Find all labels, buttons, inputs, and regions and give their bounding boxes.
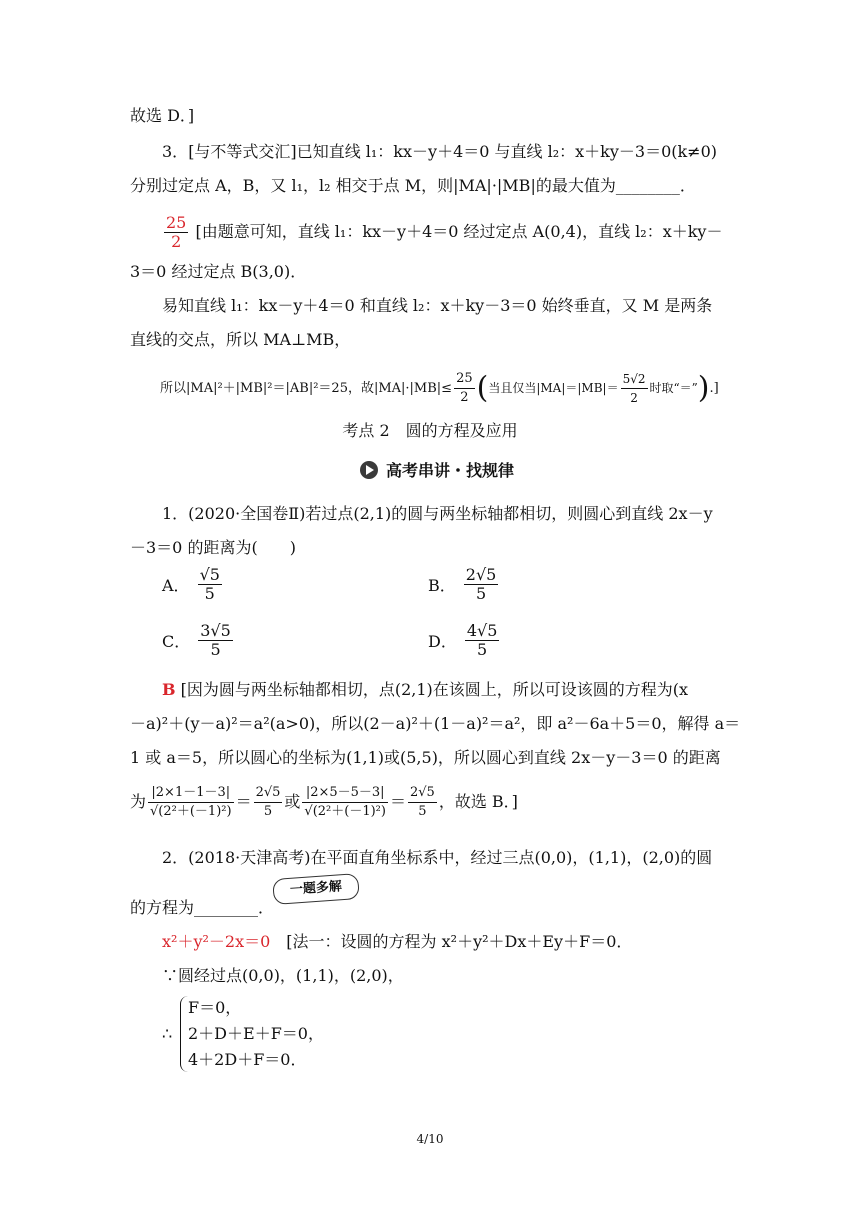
question-3-answer: $\frac{25}{2}$ (166, 213, 187, 251)
question-1-solution-line: 1 或 a＝5，所以圆心的坐标为(1,1)或(5,5)，所以圆心到直线 2x－y－3＝0 的距离 (130, 748, 721, 767)
section-title: 考点 2 圆的方程及应用 (342, 421, 518, 440)
question-3-stem: 3．[与不等式交汇]已知直线 l₁：kx－y＋4＝0 与直线 l₂：x＋ky－3＝0(k≠0) (162, 142, 718, 161)
question-1-stem-cont: －3＝0 的距离为( ) (130, 538, 296, 557)
fraction: $\frac{25}{2}$ (456, 371, 473, 405)
option-b[interactable]: B． $\frac{2√5}{5}$ (428, 565, 497, 603)
multi-solution-badge: 一题多解 (272, 873, 360, 905)
equation-line: 2＋D＋E＋F＝0， (188, 1024, 324, 1043)
option-a[interactable]: A． $\frac{√5}{5}$ (162, 565, 220, 603)
question-3-solution-line: 易知直线 l₁：kx－y＋4＝0 和直线 l₂：x＋ky－3＝0 始终垂直，又 M 是两条 (162, 296, 713, 315)
question-3-solution-formula: 所以|MA|²＋|MB|²＝|AB|²＝25，故|MA|·|MB|≤ $\frac{25}{2}$ (当且仅当|MA|＝|MB|＝ $\frac{5√2}{2}$ 时取“＝”).] (160, 370, 719, 406)
question-2-solution-line: ∵圆经过点(0,0)，(1,1)，(2,0)， (162, 966, 404, 985)
question-3-solution-line: 3＝0 经过定点 B(3,0)． (130, 262, 307, 281)
fraction: $\frac{5√2}{2}$ (622, 372, 646, 405)
option-d[interactable]: D． $\frac{4√5}{5}$ (428, 621, 498, 659)
section-banner (360, 458, 514, 481)
question-3-solution-line: $\frac{25}{2}$ [由题意可知，直线 l₁：kx－y＋4＝0 经过定点 A(0,4)，直线 l₂：x＋ky－ (166, 213, 723, 251)
therefore-symbol: ∴ (162, 1024, 173, 1043)
text-line: 故选 D．] (130, 106, 195, 125)
question-2-answer: x²＋y²－2x＝0 (162, 932, 271, 951)
page-number: 4/10 (416, 1132, 444, 1146)
question-2-stem: 2．(2018·天津高考)在平面直角坐标系中，经过三点(0,0)，(1,1)，(2,0)的圆 (162, 848, 713, 867)
question-2-solution-line: x²＋y²－2x＝0 [法一：设圆的方程为 x²＋y²＋Dx＋Ey＋F＝0． (162, 932, 633, 951)
question-3-stem-cont: 分别过定点 A，B，又 l₁，l₂ 相交于点 M，则|MA|·|MB|的最大值为________． (130, 176, 696, 195)
question-1-solution-formula: 为 $\frac{|2\times 1-1-3|}{\text{√(2²＋(－1)²)}}$ ＝ $\frac{2√5}{5}$ 或 $\frac{|2\times 5-5-3|}{\text{√(2²＋(－1)²)}}$ ＝ $\frac{2√5}{5}$ ，故选 B．] (130, 785, 518, 819)
question-2-stem-cont: 的方程为________． (130, 898, 275, 917)
question-3-solution-line: 直线的交点，所以 MA⊥MB， (130, 330, 351, 349)
question-1-stem: 1．(2020·全国卷Ⅱ)若过点(2,1)的圆与两坐标轴都相切，则圆心到直线 2x－y (162, 504, 713, 523)
question-1-solution-line: －a)²＋(y－a)²＝a²(a>0)，所以(2－a)²＋(1－a)²＝a²，即 a²－6a＋5＝0，解得 a＝ (130, 714, 741, 733)
banner-title: 高考串讲・找规律 (386, 461, 515, 480)
question-1-answer: B (162, 680, 176, 699)
equation-line: 4＋2D＋F＝0． (188, 1050, 307, 1069)
option-c[interactable]: C． $\frac{3√5}{5}$ (162, 621, 231, 659)
question-1-solution-line: B [因为圆与两坐标轴都相切，点(2,1)在该圆上，所以可设该圆的方程为(x (162, 680, 689, 699)
play-icon (360, 461, 378, 479)
equation-line: F＝0， (188, 998, 242, 1017)
